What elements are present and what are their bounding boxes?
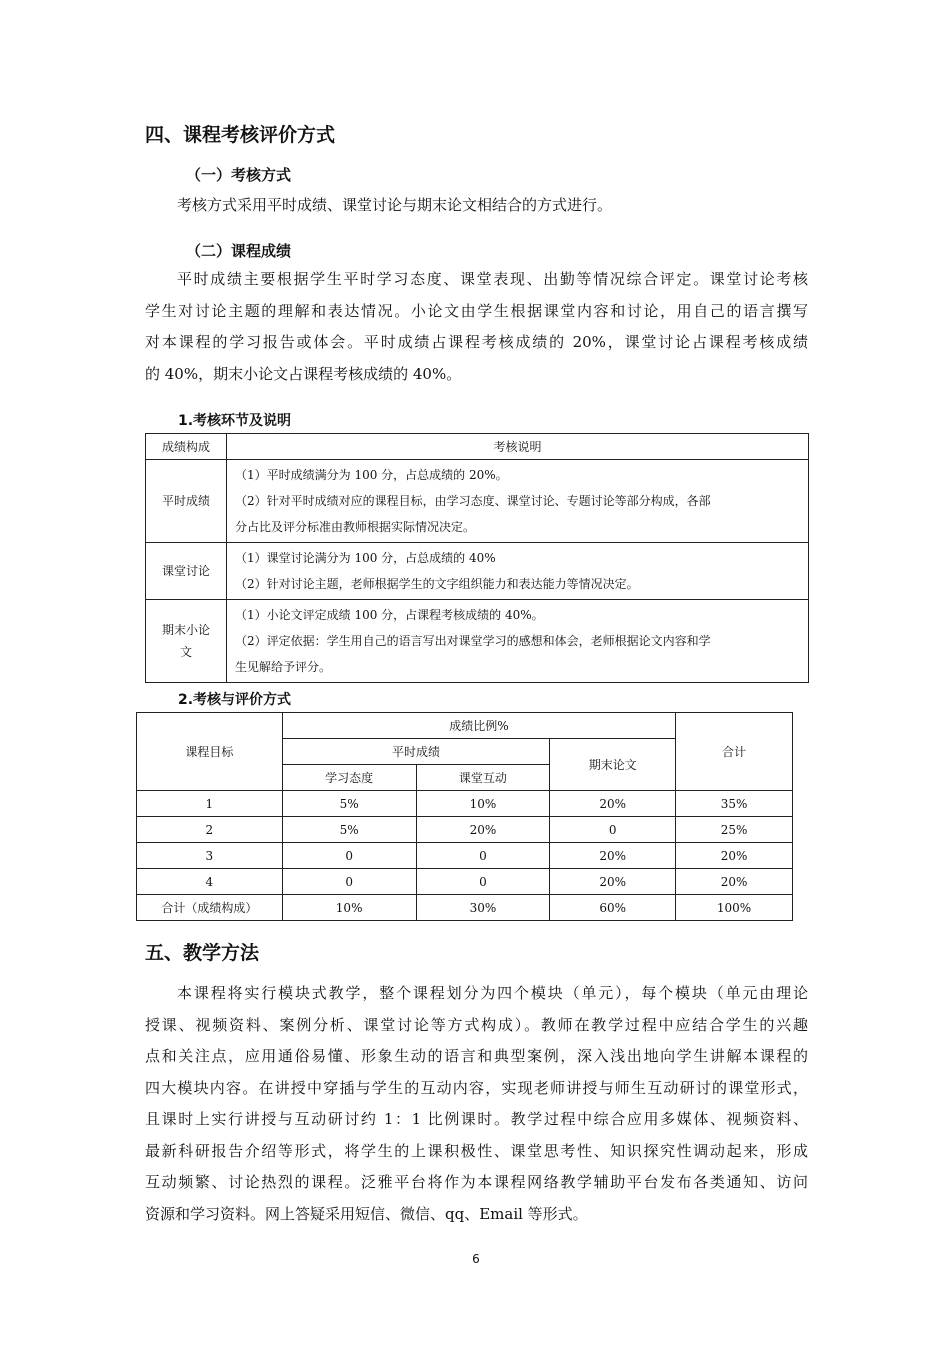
paragraph-line: 最新科研报告介绍等形式，将学生的上课积极性、课堂思考性、知识探究性调动起来，形成 — [145, 1141, 808, 1160]
table-cell: 20% — [416, 817, 550, 843]
paragraph-line: 四大模块内容。在讲授中穿插与学生的互动内容，实现老师讲授与师生互动研讨的课堂形式， — [145, 1078, 808, 1097]
table-row — [137, 843, 793, 869]
paragraph-line: 平时成绩主要根据学生平时学习态度、课堂表现、出勤等情况综合评定。课堂讨论考核 — [177, 270, 808, 288]
table-header-cell: 学习态度 — [282, 765, 416, 791]
description-cell — [227, 460, 809, 543]
table-row — [137, 791, 793, 817]
table-cell: 20% — [676, 843, 793, 869]
description-line: 生见解给予评分。 — [235, 660, 332, 674]
table-cell: 3 — [137, 843, 283, 869]
table-cell: 35% — [676, 791, 793, 817]
table-cell: 0 — [416, 869, 550, 895]
table-total-row — [137, 895, 793, 921]
table-2-title: 2.考核与评价方式 — [178, 692, 292, 708]
paragraph-line: 且课时上实行讲授与互动研讨约 1：1 比例课时。教学过程中综合应用多媒体、视频资料、 — [145, 1110, 808, 1128]
component-line: 文 — [179, 645, 192, 659]
paragraph-line: 的 40%，期末小论文占课程考核成绩的 40%。 — [145, 364, 462, 383]
table-cell: 100% — [676, 895, 793, 921]
table-header-cell: 成绩比例% — [282, 713, 675, 739]
table-cell: 0 — [550, 817, 676, 843]
table-header-cell: 课程目标 — [137, 713, 283, 791]
paragraph-line: 授课、视频资料、案例分析、课堂讨论等方式构成）。教师在教学过程中应结合学生的兴趣 — [145, 1015, 808, 1034]
component-line: 期末小论 — [161, 623, 210, 637]
table-cell: 0 — [282, 869, 416, 895]
table-header-row — [146, 434, 809, 460]
table-header-cell: 平时成绩 — [282, 739, 550, 765]
table-cell: 5% — [282, 817, 416, 843]
table-cell: 20% — [676, 869, 793, 895]
table-cell: 2 — [137, 817, 283, 843]
component-cell: 平时成绩 — [146, 460, 227, 543]
table-cell: 1 — [137, 791, 283, 817]
table-cell: 5% — [282, 791, 416, 817]
table-cell: 4 — [137, 869, 283, 895]
table-cell: 0 — [282, 843, 416, 869]
component-cell — [146, 600, 227, 683]
table-cell: 20% — [550, 843, 676, 869]
table-row — [146, 600, 809, 683]
description-line: （2）针对讨论主题，老师根据学生的文字组织能力和表达能力等情况决定。 — [235, 577, 639, 591]
paragraph-line: 互动频繁、讨论热烈的课程。泛雅平台将作为本课程网络教学辅助平台发布各类通知、访问 — [145, 1173, 808, 1191]
description-line: （1）平时成绩满分为 100 分，占总成绩的 20%。 — [235, 468, 508, 482]
assessment-components-table — [145, 433, 809, 683]
table-1-title: 1.考核环节及说明 — [178, 413, 292, 429]
grade-ratio-table — [136, 712, 793, 921]
table-header-row — [137, 713, 793, 739]
subsection-1-heading: （一）考核方式 — [186, 166, 292, 184]
paragraph-line: 点和关注点，应用通俗易懂、形象生动的语言和典型案例，深入浅出地向学生讲解本课程的 — [145, 1047, 808, 1065]
table-header-cell: 考核说明 — [227, 434, 809, 460]
paragraph-line: 考核方式采用平时成绩、课堂讨论与期末论文相结合的方式进行。 — [177, 196, 613, 214]
table-row — [146, 543, 809, 600]
paragraph-line: 本课程将实行模块式教学，整个课程划分为四个模块（单元），每个模块（单元由理论 — [177, 984, 808, 1002]
description-line: （1）小论文评定成绩 100 分，占课程考核成绩的 40%。 — [235, 608, 544, 622]
table-header-cell: 成绩构成 — [146, 434, 227, 460]
section-5-heading: 五、教学方法 — [145, 942, 260, 964]
paragraph-line: 学生对讨论主题的理解和表达情况。小论文由学生根据课堂内容和讨论，用自己的语言撰写 — [145, 301, 808, 320]
table-cell: 10% — [282, 895, 416, 921]
description-line: （2）评定依据：学生用自己的语言写出对课堂学习的感想和体会，老师根据论文内容和学 — [235, 634, 711, 648]
section-5-paragraph — [145, 978, 808, 1230]
table-header-cell: 合计 — [676, 713, 793, 791]
table-row — [137, 817, 793, 843]
description-line: 分占比及评分标准由教师根据实际情况决定。 — [235, 520, 476, 534]
subsection-2-heading: （二）课程成绩 — [186, 242, 292, 260]
component-cell: 课堂讨论 — [146, 543, 227, 600]
table-cell: 30% — [416, 895, 550, 921]
description-cell — [227, 543, 809, 600]
table-row — [137, 869, 793, 895]
subsection-2-paragraph — [145, 264, 808, 390]
table-cell: 合计（成绩构成） — [137, 895, 283, 921]
subsection-1-text — [145, 190, 808, 222]
table-cell: 20% — [550, 869, 676, 895]
description-line: （1）课堂讨论满分为 100 分，占总成绩的 40% — [235, 551, 496, 565]
page-number: 6 — [472, 1252, 480, 1266]
table-row — [146, 460, 809, 543]
table-header-cell: 期末论文 — [550, 739, 676, 791]
table-header-cell: 课堂互动 — [416, 765, 550, 791]
paragraph-line: 资源和学习资料。网上答疑采用短信、微信、qq、Email 等形式。 — [145, 1204, 588, 1223]
table-cell: 10% — [416, 791, 550, 817]
description-line: （2）针对平时成绩对应的课程目标，由学习态度、课堂讨论、专题讨论等部分构成，各部 — [235, 494, 711, 508]
description-cell — [227, 600, 809, 683]
section-4-heading: 四、课程考核评价方式 — [145, 124, 336, 146]
paragraph-line: 对本课程的学习报告或体会。平时成绩占课程考核成绩的 20%，课堂讨论占课程考核成绩 — [145, 333, 808, 351]
table-cell: 25% — [676, 817, 793, 843]
table-cell: 0 — [416, 843, 550, 869]
table-cell: 20% — [550, 791, 676, 817]
table-cell: 60% — [550, 895, 676, 921]
